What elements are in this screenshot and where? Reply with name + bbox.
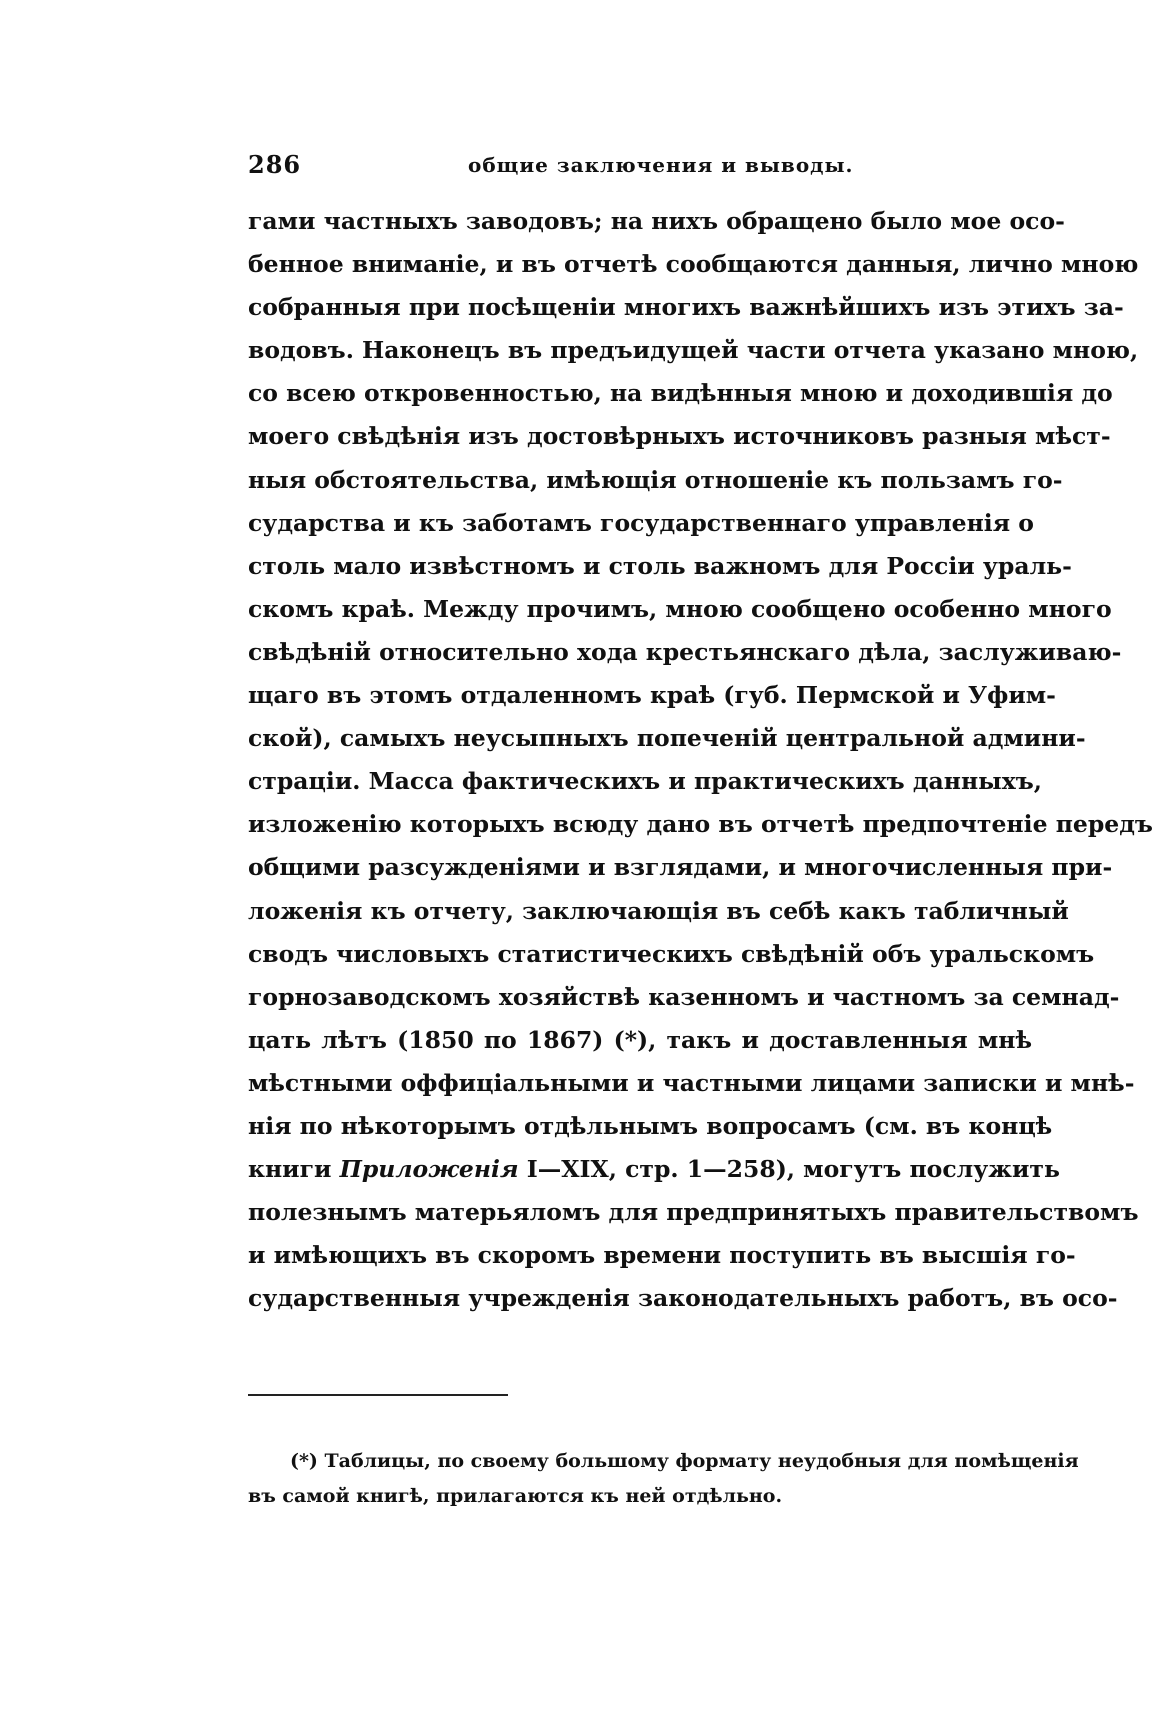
body-line: нія по нѣкоторымъ отдѣльнымъ вопросамъ (см. въ концѣ bbox=[248, 1111, 1053, 1140]
body-line: и имѣющихъ въ скоромъ времени поступить въ высшія го- bbox=[248, 1241, 1076, 1270]
page-number: 286 bbox=[248, 150, 302, 179]
body-line: страціи. Масса фактическихъ и практическихъ данныхъ, bbox=[248, 767, 1042, 796]
body-line: изложенію которыхъ всюду дано въ отчетѣ предпочтеніе передъ bbox=[248, 810, 1153, 839]
body-line: собранныя при посѣщеніи многихъ важнѣйшихъ изъ этихъ за- bbox=[248, 293, 1124, 322]
body-line: сударства и къ заботамъ государственнаго управленія о bbox=[248, 508, 1034, 537]
page-header bbox=[248, 150, 1028, 180]
body-line: мѣстными оффиціальными и частными лицами записки и мнѣ- bbox=[248, 1068, 1135, 1097]
italic-appendix-title: Приложенія bbox=[339, 1155, 519, 1184]
body-line: полезнымъ матерьяломъ для предпринятыхъ правительствомъ bbox=[248, 1198, 1139, 1227]
body-line: горнозаводскомъ хозяйствѣ казенномъ и частномъ за семнад- bbox=[248, 982, 1120, 1011]
body-line: ложенія къ отчету, заключающія въ себѣ какъ табличный bbox=[248, 896, 1069, 925]
body-line: гами частныхъ заводовъ; на нихъ обращено было мое осо- bbox=[248, 207, 1065, 235]
body-line: сводъ числовыхъ статистическихъ свѣдѣній объ уральскомъ bbox=[248, 939, 1095, 968]
body-line: цать лѣтъ (1850 по 1867) (*), такъ и доставленныя мнѣ bbox=[248, 1025, 1032, 1054]
body-line-with-italic bbox=[248, 1148, 1060, 1191]
body-line: моего свѣдѣнія изъ достовѣрныхъ источниковъ разныя мѣст- bbox=[248, 422, 1111, 451]
body-line: общими разсужденіями и взглядами, и многочисленныя при- bbox=[248, 853, 1113, 882]
body-line: со всею откровенностью, на видѣнныя мною и доходившія до bbox=[248, 379, 1113, 408]
body-line: ской), самыхъ неусыпныхъ попеченій центральной админи- bbox=[248, 724, 1086, 753]
body-line-part: книги bbox=[248, 1155, 340, 1184]
body-text bbox=[248, 200, 1153, 1320]
footnote bbox=[248, 1444, 1079, 1514]
footnote-line: въ самой книгѣ, прилагаются къ ней отдѣльно. bbox=[248, 1485, 783, 1507]
body-line: бенное вниманіе, и въ отчетѣ сообщаются данныя, лично мною bbox=[248, 250, 1139, 279]
body-line: свѣдѣній относительно хода крестьянскаго дѣла, заслуживаю- bbox=[248, 637, 1122, 666]
body-line-part: I—XIX, стр. 1—258), могутъ послужить bbox=[518, 1155, 1060, 1184]
body-line: ныя обстоятельства, имѣющія отношеніе къ пользамъ го- bbox=[248, 465, 1063, 494]
body-line: водовъ. Наконецъ въ предъидущей части отчета указано мною, bbox=[248, 336, 1139, 365]
body-line: скомъ краѣ. Между прочимъ, мною сообщено особенно много bbox=[248, 594, 1112, 623]
body-line: щаго въ этомъ отдаленномъ краѣ (губ. Пермской и Уфим- bbox=[248, 681, 1056, 710]
footnote-line: (*) Таблицы, по своему большому формату неудобныя для помѣщенія bbox=[290, 1450, 1079, 1472]
footnote-divider bbox=[248, 1394, 508, 1396]
body-line: сударственныя учрежденія законодательныхъ работъ, въ осо- bbox=[248, 1284, 1118, 1313]
body-line: столь мало извѣстномъ и столь важномъ для Россіи ураль- bbox=[248, 551, 1072, 580]
running-title: общие заключения и выводы. bbox=[468, 153, 854, 177]
